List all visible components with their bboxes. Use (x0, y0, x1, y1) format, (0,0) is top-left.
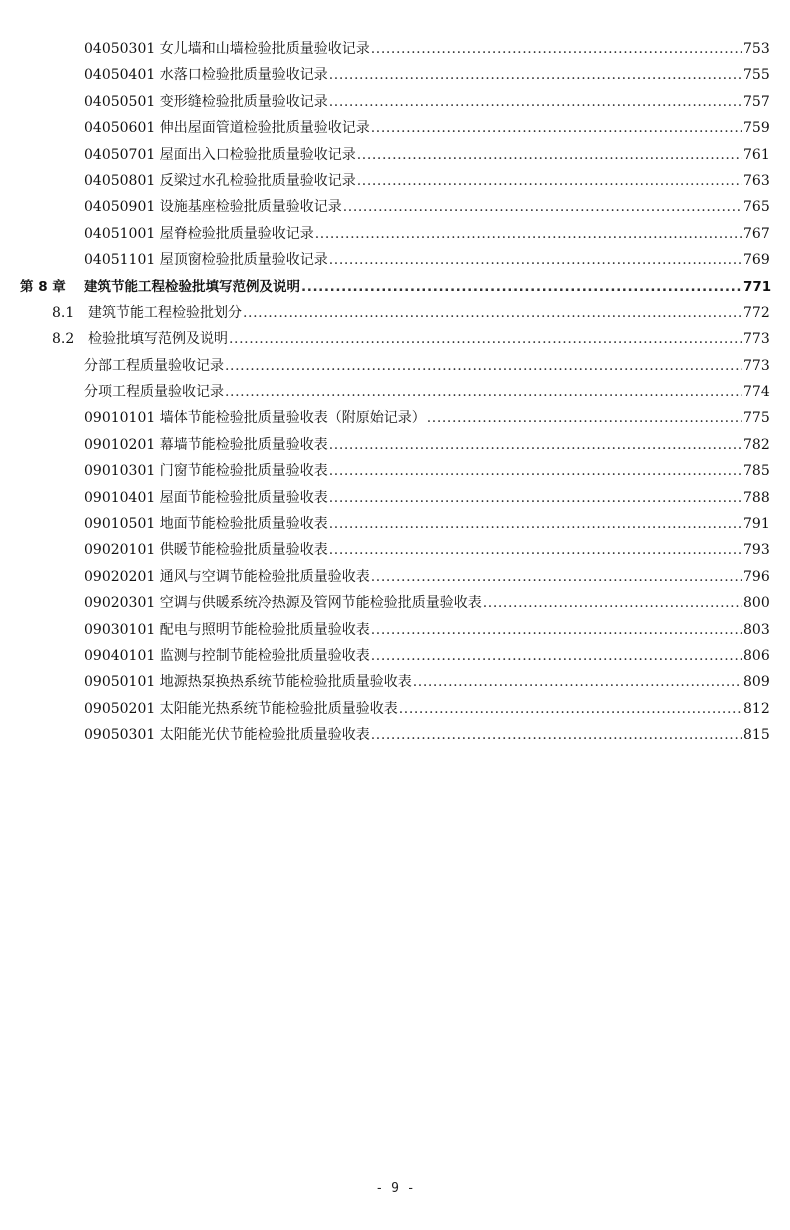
dot-leader (371, 564, 742, 590)
toc-title: 09010101 墙体节能检验批质量验收表（附原始记录） (84, 410, 426, 427)
dot-leader (371, 617, 742, 643)
dot-leader (329, 485, 742, 511)
dot-leader (413, 669, 742, 695)
toc-page-number: 785 (743, 463, 770, 480)
toc-title: 09020201 通风与空调节能检验批质量验收表 (84, 568, 370, 585)
toc-title: 检验批填写范例及说明 (88, 331, 228, 348)
dot-leader (243, 300, 742, 326)
toc-entry-row[interactable] (0, 669, 790, 695)
toc-entry-row[interactable] (0, 221, 790, 247)
toc-title: 分项工程质量验收记录 (84, 384, 224, 401)
toc-page-number: 809 (743, 674, 770, 691)
toc-page-number: 765 (743, 199, 770, 216)
toc-page-number: 812 (743, 700, 770, 717)
dot-leader (357, 168, 742, 194)
dot-leader (225, 353, 742, 379)
toc-entry-row[interactable] (0, 405, 790, 431)
toc-page-number: 773 (743, 357, 770, 374)
toc-page-number: 769 (743, 252, 770, 269)
toc-number: 8.1 (52, 304, 75, 321)
dot-leader (371, 722, 742, 748)
toc-title: 建筑节能工程检验批划分 (88, 304, 242, 321)
dot-leader (371, 643, 742, 669)
toc-page-number: 815 (743, 727, 770, 744)
toc-title: 09020101 供暖节能检验批质量验收表 (84, 542, 328, 559)
toc-page-number: 759 (743, 120, 770, 137)
toc-page-number: 767 (743, 225, 770, 242)
toc-entry-row[interactable] (0, 458, 790, 484)
toc-title: 04050501 变形缝检验批质量验收记录 (84, 93, 328, 110)
toc-title: 09010501 地面节能检验批质量验收表 (84, 516, 328, 533)
toc-title: 09010401 屋面节能检验批质量验收表 (84, 489, 328, 506)
toc-entry-row[interactable] (0, 537, 790, 563)
dot-leader (427, 405, 742, 431)
toc-page-number: 806 (743, 647, 770, 664)
toc-entry-row[interactable] (0, 722, 790, 748)
toc-page-number: 782 (743, 436, 770, 453)
dot-leader (329, 432, 742, 458)
toc-entry-row[interactable] (0, 432, 790, 458)
toc-entry-row[interactable] (0, 115, 790, 141)
toc-entry-row[interactable] (0, 168, 790, 194)
toc-entry-row[interactable] (0, 353, 790, 379)
toc-title: 09040101 监测与控制节能检验批质量验收表 (84, 647, 370, 664)
toc-title: 09010301 门窗节能检验批质量验收表 (84, 463, 328, 480)
dot-leader (329, 62, 742, 88)
toc-page-number: 771 (743, 278, 772, 295)
dot-leader (301, 274, 742, 300)
toc-page-number: 775 (743, 410, 770, 427)
dot-leader (399, 696, 742, 722)
toc-entry-row[interactable] (0, 643, 790, 669)
table-of-contents (0, 36, 790, 749)
dot-leader (329, 537, 742, 563)
toc-title: 04051001 屋脊检验批质量验收记录 (84, 225, 314, 242)
toc-title: 09050101 地源热泵换热系统节能检验批质量验收表 (84, 674, 412, 691)
toc-title: 04050601 伸出屋面管道检验批质量验收记录 (84, 120, 370, 137)
dot-leader (371, 36, 742, 62)
toc-entry-row[interactable] (0, 590, 790, 616)
toc-title: 09020301 空调与供暖系统冷热源及管网节能检验批质量验收表 (84, 595, 482, 612)
toc-page-number: 753 (743, 41, 770, 57)
toc-entry-row[interactable] (0, 142, 790, 168)
dot-leader (343, 194, 742, 220)
toc-entry-row[interactable] (0, 194, 790, 220)
toc-page-number: 772 (743, 304, 770, 321)
toc-entry-row[interactable] (0, 247, 790, 273)
toc-chapter-row[interactable] (0, 274, 790, 300)
toc-title: 09050301 太阳能光伏节能检验批质量验收表 (84, 727, 370, 744)
toc-title: 建筑节能工程检验批填写范例及说明 (84, 278, 300, 295)
dot-leader (371, 115, 742, 141)
dot-leader (329, 458, 742, 484)
toc-title: 04050301 女儿墙和山墙检验批质量验收记录 (84, 41, 370, 57)
toc-entry-row[interactable] (0, 564, 790, 590)
toc-title: 09030101 配电与照明节能检验批质量验收表 (84, 621, 370, 638)
toc-page-number: 791 (743, 516, 770, 533)
dot-leader (329, 247, 742, 273)
toc-page-number: 763 (743, 172, 770, 189)
page-number: - 9 - (375, 1181, 415, 1196)
toc-number: 第 8 章 (20, 278, 66, 295)
toc-entry-row[interactable] (0, 511, 790, 537)
dot-leader (357, 142, 742, 168)
toc-page-number: 793 (743, 542, 770, 559)
dot-leader (329, 511, 742, 537)
toc-title: 09010201 幕墙节能检验批质量验收表 (84, 436, 328, 453)
toc-page-number: 774 (743, 384, 770, 401)
toc-entry-row[interactable] (0, 379, 790, 405)
dot-leader (229, 326, 742, 352)
toc-title: 04051101 屋顶窗检验批质量验收记录 (84, 252, 328, 269)
toc-section-row[interactable] (0, 300, 790, 326)
toc-page-number: 757 (743, 93, 770, 110)
toc-page-number: 796 (743, 568, 770, 585)
toc-title: 04050901 设施基座检验批质量验收记录 (84, 199, 342, 216)
dot-leader (315, 221, 742, 247)
toc-title: 04050801 反梁过水孔检验批质量验收记录 (84, 172, 356, 189)
toc-page-number: 761 (743, 146, 770, 163)
toc-title: 分部工程质量验收记录 (84, 357, 224, 374)
toc-title: 04050701 屋面出入口检验批质量验收记录 (84, 146, 356, 163)
toc-section-row[interactable] (0, 326, 790, 352)
dot-leader (483, 590, 742, 616)
toc-page-number: 755 (743, 67, 770, 84)
toc-entry-row[interactable] (0, 89, 790, 115)
toc-number: 8.2 (52, 331, 75, 348)
toc-page-number: 800 (743, 595, 770, 612)
toc-entry-row[interactable] (0, 62, 790, 88)
toc-entry-row[interactable] (0, 485, 790, 511)
dot-leader (225, 379, 742, 405)
toc-page-number: 788 (743, 489, 770, 506)
toc-entry-row[interactable] (0, 696, 790, 722)
toc-page-number: 773 (743, 331, 770, 348)
toc-entry-row[interactable] (0, 36, 790, 62)
toc-entry-row[interactable] (0, 617, 790, 643)
dot-leader (329, 89, 742, 115)
toc-title: 09050201 太阳能光热系统节能检验批质量验收表 (84, 700, 398, 717)
toc-title: 04050401 水落口检验批质量验收记录 (84, 67, 328, 84)
toc-page-number: 803 (743, 621, 770, 638)
